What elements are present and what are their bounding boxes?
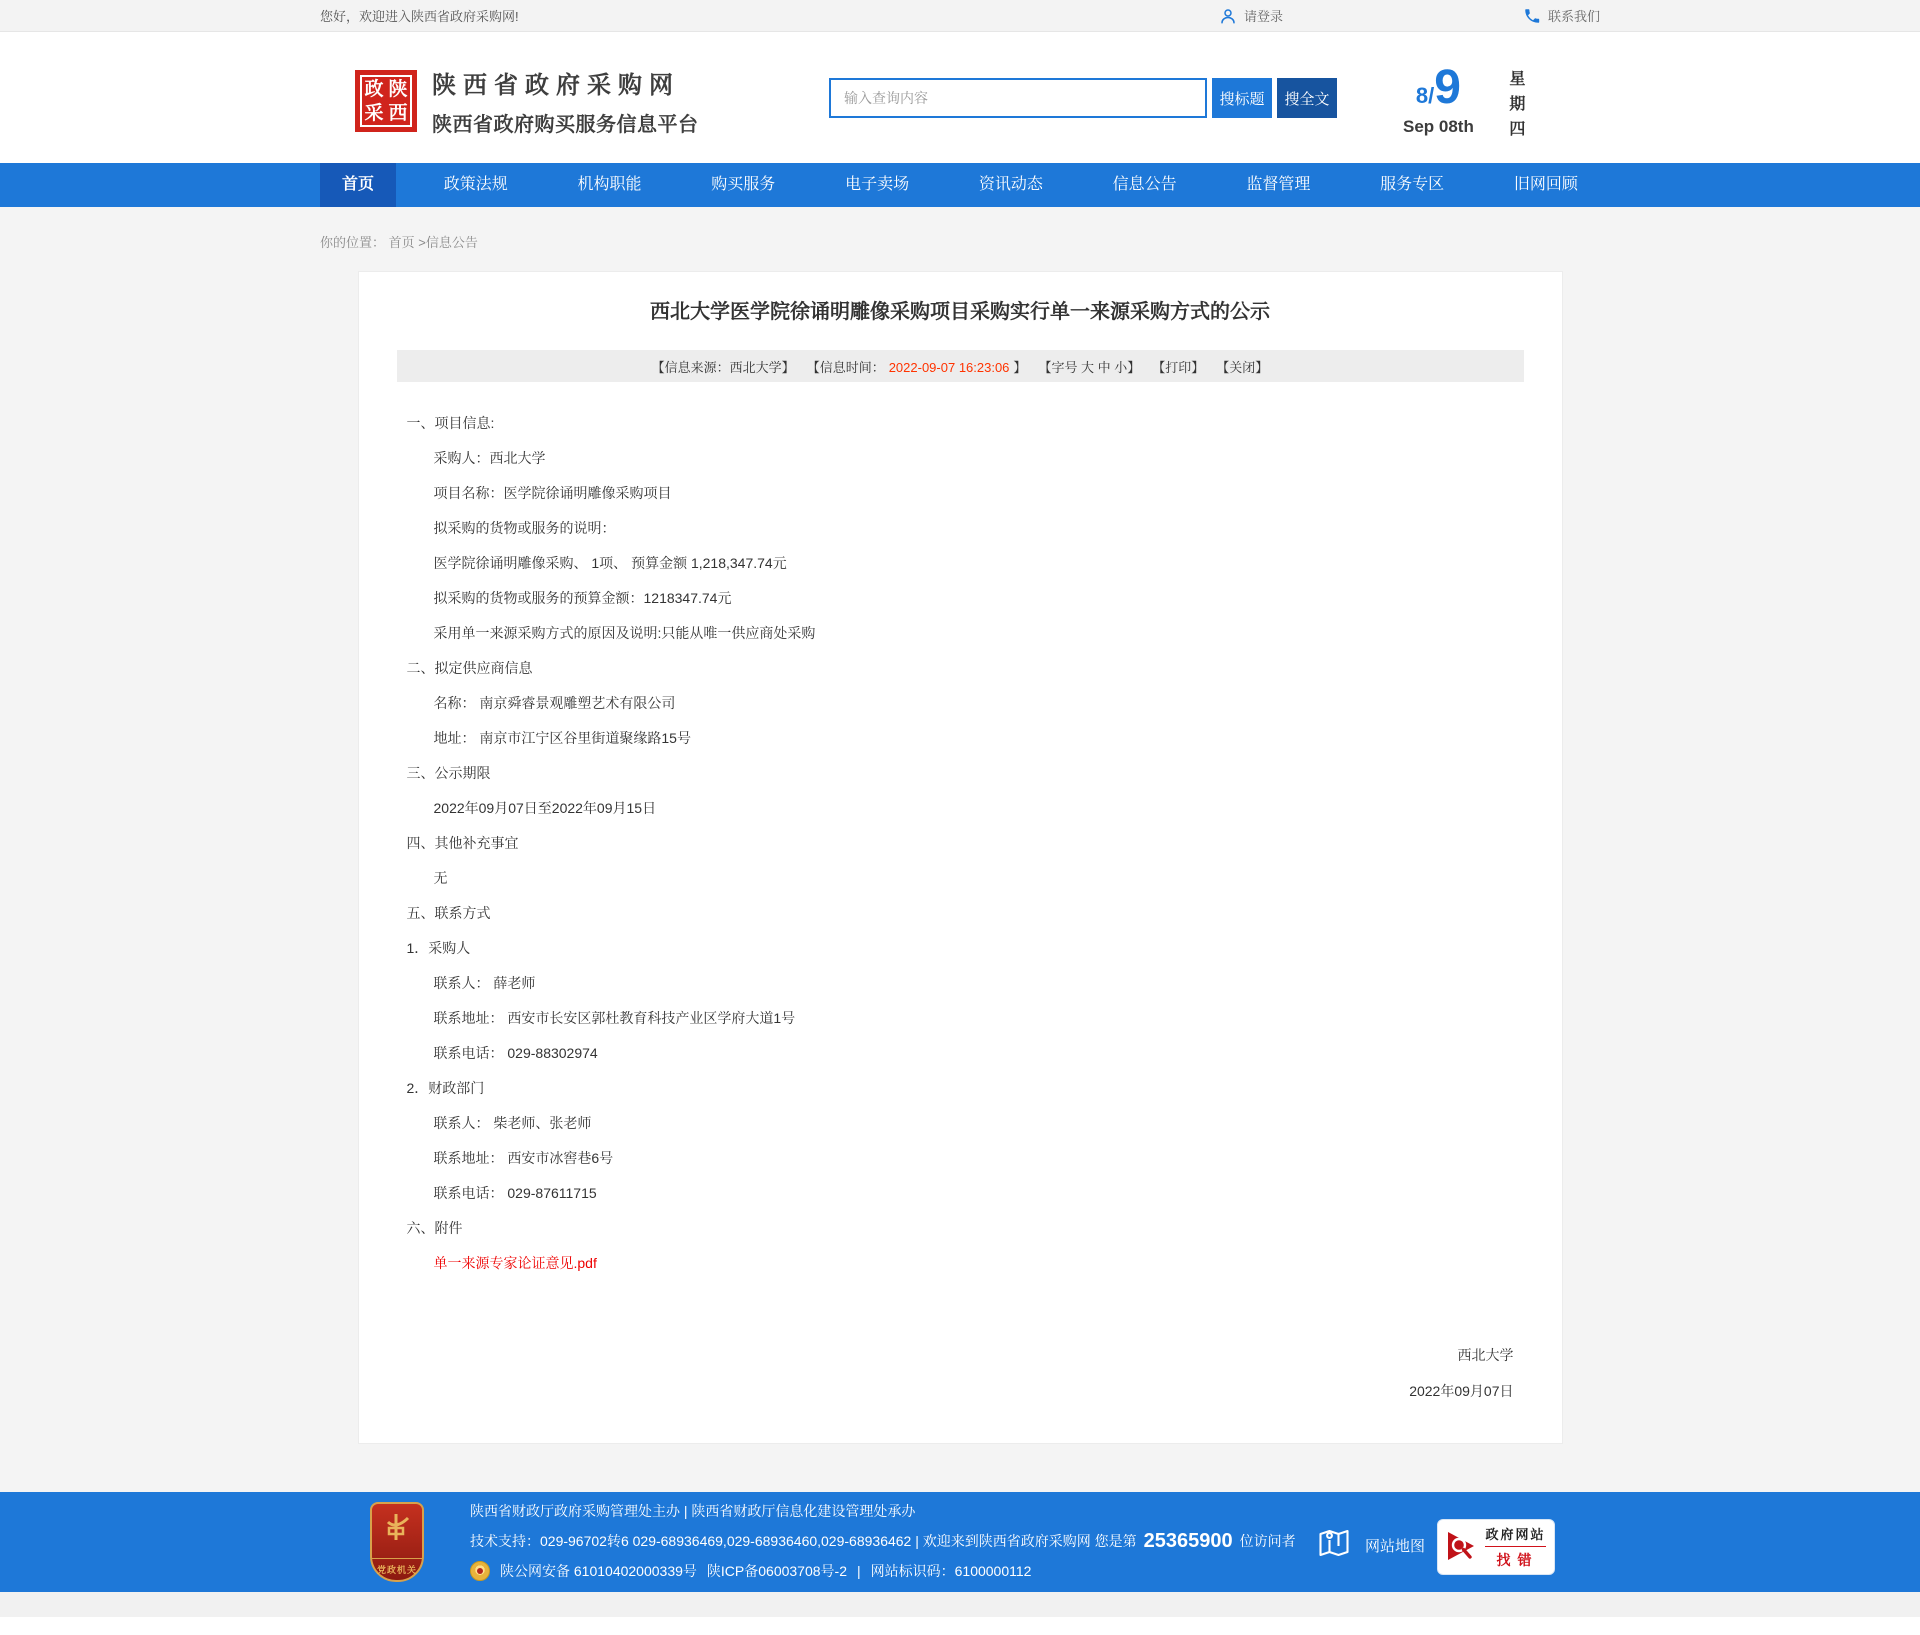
security-filing-link[interactable]: 陕公网安备 61010402000339号 bbox=[500, 1563, 697, 1579]
article-paragraph: 五、联系方式 bbox=[406, 905, 491, 921]
badge-label: 党政机关 bbox=[372, 1558, 422, 1576]
print-button[interactable]: 【打印】 bbox=[1152, 359, 1205, 375]
logo-char: 陕 bbox=[388, 78, 408, 100]
login-label: 请登录 bbox=[1243, 9, 1283, 24]
site-subtitle: 陕西省政府购买服务信息平台 bbox=[432, 114, 699, 136]
article-title: 西北大学医学院徐诵明雕像采购项目采购实行单一来源采购方式的公示 bbox=[650, 301, 1270, 323]
site-title: 陕西省政府采购网 bbox=[432, 72, 680, 99]
sitemap-link[interactable] bbox=[1316, 1525, 1425, 1565]
article-paragraph: 联系电话： 029-88302974 bbox=[433, 1045, 598, 1061]
info-time-value: 2022-09-07 16:23:06 bbox=[888, 359, 1010, 375]
date-weekday: 星期四 bbox=[1506, 70, 1524, 145]
search-bar bbox=[829, 78, 1337, 118]
main-area bbox=[0, 207, 1920, 1492]
nav-item[interactable]: 资讯动态 bbox=[978, 176, 1043, 193]
article-paragraph: 联系电话： 029-87611715 bbox=[433, 1185, 597, 1201]
nav-item[interactable]: 旧网回顾 bbox=[1513, 176, 1578, 193]
article-body bbox=[359, 382, 1562, 1273]
article-paragraph: 联系地址： 西安市长安区郭杜教育科技产业区学府大道1号 bbox=[433, 1010, 796, 1026]
nav-item[interactable]: 信息公告 bbox=[1112, 176, 1177, 193]
signature-org: 西北大学 bbox=[1457, 1347, 1514, 1363]
date-widget bbox=[1403, 60, 1527, 145]
article-paragraph: 联系地址： 西安市冰窖巷6号 bbox=[433, 1150, 614, 1166]
close-button[interactable]: 【关闭】 bbox=[1216, 359, 1269, 375]
main-nav bbox=[0, 163, 1920, 207]
nav-item[interactable]: 监督管理 bbox=[1246, 176, 1311, 193]
error-badge-action: 找错 bbox=[1485, 1546, 1546, 1570]
party-gov-badge bbox=[370, 1502, 424, 1582]
contact-label: 联系我们 bbox=[1547, 9, 1600, 24]
login-link[interactable] bbox=[1219, 6, 1283, 25]
date-day: 9 bbox=[1434, 61, 1461, 114]
article-paragraph: 联系人： 薛老师 bbox=[433, 975, 536, 991]
article-paragraph: 联系人： 柴老师、张老师 bbox=[433, 1115, 592, 1131]
article-paragraph: 名称： 南京舜睿景观雕塑艺术有限公司 bbox=[433, 695, 676, 711]
article-paragraph: 拟采购的货物或服务的预算金额：1218347.74元 bbox=[433, 590, 732, 606]
article-paragraph: 一、项目信息: bbox=[406, 415, 495, 431]
article-meta-bar bbox=[397, 350, 1524, 382]
breadcrumb bbox=[320, 207, 1600, 271]
date-month: 8/ bbox=[1415, 83, 1435, 108]
article-paragraph: 项目名称：医学院徐诵明雕像采购项目 bbox=[433, 485, 672, 501]
article-signature bbox=[359, 1345, 1562, 1443]
footer-organizer-line: 陕西省财政厅政府采购管理处主办 | 陕西省财政厅信息化建设管理处承办 bbox=[470, 1503, 916, 1519]
article-paragraph: 1．采购人 bbox=[406, 940, 471, 956]
nav-item-active[interactable]: 首页 bbox=[320, 163, 396, 207]
font-size-control[interactable]: 【字号 大 中 小】 bbox=[1038, 359, 1141, 375]
police-badge-icon bbox=[470, 1561, 490, 1581]
nav-item[interactable]: 机构职能 bbox=[577, 176, 642, 193]
article-paragraph: 二、拟定供应商信息 bbox=[406, 660, 533, 676]
search-input[interactable] bbox=[829, 78, 1207, 118]
site-brand[interactable] bbox=[355, 65, 699, 137]
article-paragraph: 拟采购的货物或服务的说明： bbox=[433, 520, 616, 536]
error-report-logo-icon bbox=[1446, 1529, 1478, 1566]
error-badge-title: 政府网站 bbox=[1485, 1527, 1546, 1542]
breadcrumb-prefix: 你的位置： bbox=[320, 235, 386, 250]
breadcrumb-current-link[interactable]: 信息公告 bbox=[425, 235, 478, 250]
article-paragraph: 地址： 南京市江宁区谷里街道聚缘路15号 bbox=[433, 730, 691, 746]
attachment-link[interactable]: 单一来源专家论证意见.pdf bbox=[433, 1255, 597, 1271]
article-panel bbox=[358, 271, 1563, 1444]
search-fulltext-button[interactable]: 搜全文 bbox=[1277, 78, 1337, 118]
footer-license-line bbox=[470, 1561, 1296, 1581]
site-header bbox=[0, 32, 1920, 163]
breadcrumb-home-link[interactable]: 首页 bbox=[388, 235, 415, 250]
nav-item[interactable]: 服务专区 bbox=[1380, 176, 1445, 193]
contact-link[interactable] bbox=[1523, 6, 1600, 25]
date-english: Sep 08th bbox=[1403, 117, 1474, 136]
info-time: 【信息时间： 2022-09-07 16:23:06 】 bbox=[806, 359, 1027, 375]
visitor-count: 25365900 bbox=[1143, 1530, 1233, 1552]
nav-item[interactable]: 购买服务 bbox=[711, 176, 776, 193]
gov-site-error-report-badge[interactable] bbox=[1437, 1519, 1555, 1575]
bottom-strip bbox=[0, 1592, 1920, 1617]
site-code: 网站标识码：6100000112 bbox=[870, 1563, 1032, 1579]
info-source: 【信息来源：西北大学】 bbox=[651, 359, 795, 375]
breadcrumb-separator: > bbox=[418, 235, 426, 250]
article-paragraph: 采用单一来源采购方式的原因及说明:只能从唯一供应商处采购 bbox=[433, 625, 816, 641]
footer-support-line: 技术支持：029-96702转6 029-68936469,029-68936460,029-68936462 | 欢迎来到陕西省政府采购网 您是第 25365900 位访问者 bbox=[470, 1530, 1296, 1552]
user-icon bbox=[1219, 7, 1237, 25]
sitemap-label: 网站地图 bbox=[1365, 1537, 1426, 1555]
article-paragraph: 无 bbox=[433, 870, 448, 886]
site-logo bbox=[355, 70, 417, 132]
icp-filing-link[interactable]: 陕ICP备06003708号-2 bbox=[706, 1563, 847, 1579]
logo-char: 采 bbox=[364, 102, 384, 124]
footer-separator: | bbox=[856, 1563, 861, 1579]
logo-char: 西 bbox=[388, 102, 408, 124]
welcome-text: 您好，欢迎进入陕西省政府采购网! bbox=[320, 9, 519, 24]
signature-date: 2022年09月07日 bbox=[1409, 1383, 1514, 1399]
badge-emblem-icon bbox=[372, 1512, 422, 1549]
map-icon bbox=[1316, 1525, 1352, 1565]
article-paragraph: 四、其他补充事宜 bbox=[406, 835, 519, 851]
nav-item[interactable]: 电子卖场 bbox=[845, 176, 910, 193]
article-paragraph: 采购人：西北大学 bbox=[433, 450, 546, 466]
article-paragraph: 医学院徐诵明雕像采购、 1项、 预算金额 1,218,347.74元 bbox=[433, 555, 787, 571]
search-title-button[interactable]: 搜标题 bbox=[1212, 78, 1272, 118]
logo-char: 政 bbox=[364, 78, 384, 100]
article-paragraph: 2022年09月07日至2022年09月15日 bbox=[433, 800, 657, 816]
phone-icon bbox=[1523, 7, 1541, 25]
article-paragraph: 六、附件 bbox=[406, 1220, 463, 1236]
site-footer bbox=[0, 1492, 1920, 1592]
article-paragraph: 三、公示期限 bbox=[406, 765, 491, 781]
top-bar bbox=[0, 0, 1920, 32]
nav-item[interactable]: 政策法规 bbox=[443, 176, 508, 193]
article-paragraph: 2．财政部门 bbox=[406, 1080, 485, 1096]
